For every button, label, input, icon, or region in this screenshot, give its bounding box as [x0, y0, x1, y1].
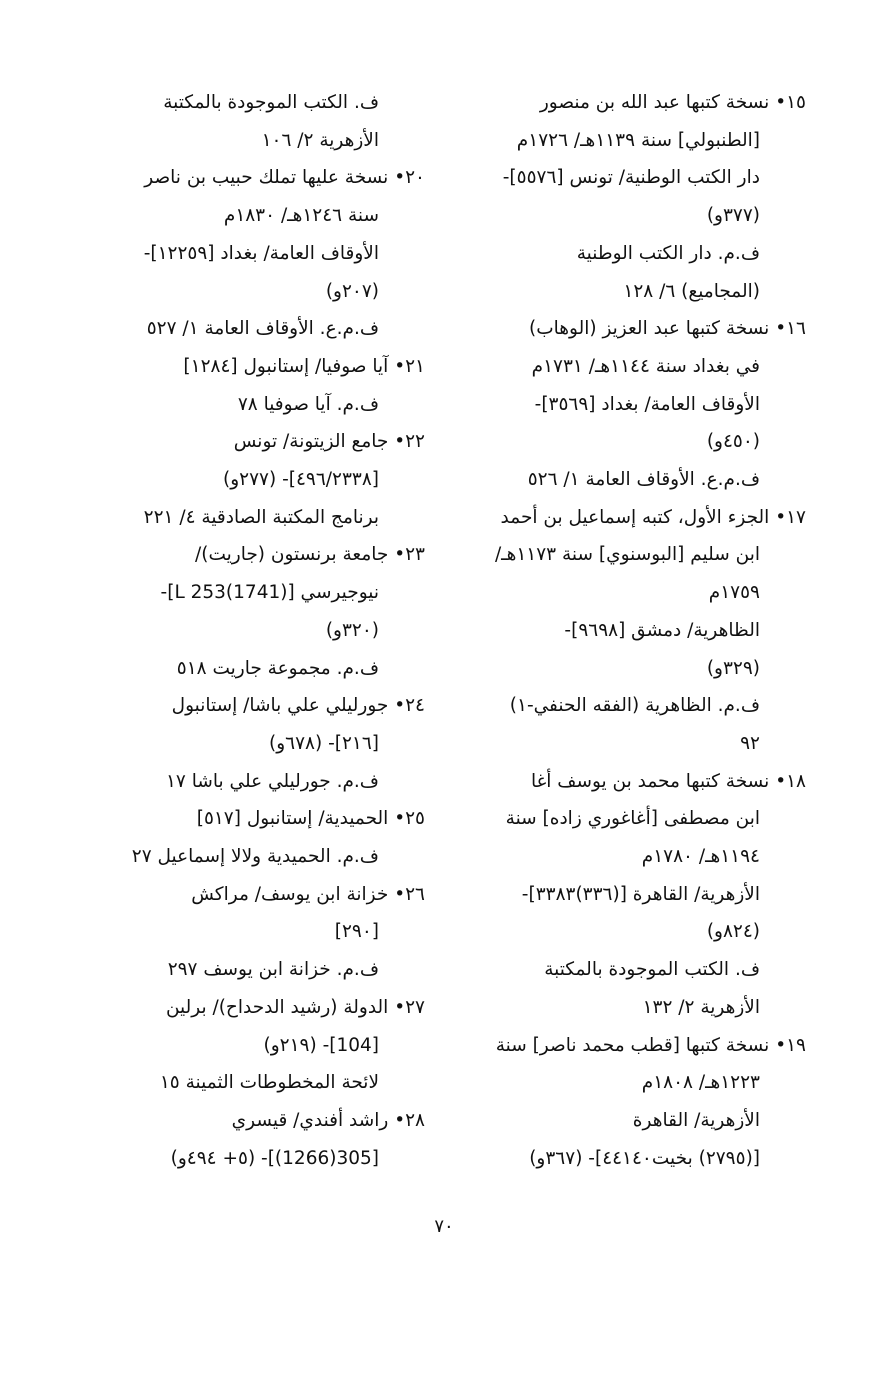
entry-24	[80, 687, 425, 800]
entry-line: الأوقاف العامة/ بغداد [٣٥٦٩]-	[534, 393, 760, 415]
entry-line: ١١٩٤هـ/ ١٧٨٠م	[641, 846, 760, 868]
entry-line: دار الكتب الوطنية/ تونس [٥٥٧٦]-	[502, 167, 760, 189]
entry-line: ١٧٥٩م	[708, 582, 760, 604]
entry-19-continued	[80, 84, 425, 159]
entry-line: ابن مصطفى [أغاغوري زاده] سنة	[505, 808, 760, 830]
entry-line: [٢١٦]- (٦٧٨و)	[269, 732, 379, 754]
entry-line: [٢٩٠]	[334, 921, 379, 943]
entry-15	[461, 84, 806, 310]
entry-line: ٢٥• الحميدية/ إستانبول [٥١٧]	[196, 808, 425, 830]
entry-line: ف.م. آيا صوفيا ٧٨	[237, 393, 379, 415]
entry-line: ١٢٢٣هـ/ ١٨٠٨م	[641, 1072, 760, 1094]
entry-21	[80, 348, 425, 423]
entry-line: [الطنبولي] سنة ١١٣٩هـ/ ١٧٢٦م	[516, 129, 760, 151]
entry-line: ٩٢	[740, 732, 760, 754]
entry-line: ٢٧• الدولة (رشيد الدحداح)/ برلين	[165, 996, 425, 1018]
entry-line: ١٥• نسخة كتبها عبد الله بن منصور	[539, 92, 806, 113]
entry-line: (٢٠٧و)	[325, 280, 379, 302]
entry-22	[80, 423, 425, 536]
left-column	[80, 84, 425, 1177]
entry-line: الأوقاف العامة/ بغداد [١٢٢٥٩]-	[143, 242, 379, 264]
entry-line: لائحة المخطوطات الثمينة ١٥	[159, 1072, 379, 1094]
entry-line: (٣٢٩و)	[706, 657, 760, 679]
entry-17	[461, 499, 806, 763]
entry-16	[461, 310, 806, 499]
entry-20	[80, 159, 425, 348]
entry-line: الأزهرية ٢/ ١٠٦	[261, 129, 379, 151]
entry-19	[461, 1027, 806, 1178]
entry-line: ف.م. دار الكتب الوطنية	[576, 242, 760, 264]
entry-line: ٢١• آيا صوفيا/ إستانبول [١٢٨٤]	[183, 355, 425, 377]
right-column	[461, 84, 806, 1177]
entry-line: [305(1266)]- (٥+ ٤٩٤و)	[170, 1147, 379, 1169]
entry-line: ١٦• نسخة كتبها عبد العزيز (الوهاب)	[528, 318, 806, 340]
entry-line: الأزهرية ٢/ ١٣٢	[642, 996, 760, 1018]
entry-line: ٢٨• راشد أفندي/ قيسري	[231, 1109, 425, 1131]
entry-27	[80, 989, 425, 1102]
entry-line: ف.م. مجموعة جاريت ٥١٨	[176, 657, 379, 679]
entry-26	[80, 876, 425, 989]
entry-25	[80, 800, 425, 875]
entry-line: ١٨• نسخة كتبها محمد بن يوسف أغا	[530, 770, 806, 792]
entry-line: الأزهرية/ القاهرة [(٣٣٦)٣٣٨٣]-	[521, 883, 760, 905]
entry-line: ف.م.ع. الأوقاف العامة ١/ ٥٢٧	[146, 318, 379, 340]
entry-line: سنة ١٢٤٦هـ/ ١٨٣٠م	[223, 205, 379, 227]
entry-line: ٢٤• جورليلي علي باشا/ إستانبول	[171, 695, 425, 717]
entry-line: ١٩• نسخة كتبها [قطب محمد ناصر] سنة	[495, 1034, 806, 1056]
entry-18	[461, 763, 806, 1027]
entry-line: ٢٢• جامع الزيتونة/ تونس	[233, 431, 425, 453]
entry-line: ف.م.ع. الأوقاف العامة ١/ ٥٢٦	[527, 469, 760, 491]
entry-line: (٨٢٤و)	[706, 921, 760, 943]
entry-line: ابن سليم [البوسنوي] سنة ١١٧٣هـ/	[494, 544, 760, 566]
entry-line: ف.م. جورليلي علي باشا ١٧	[166, 770, 379, 792]
entry-line: ٢٦• خزانة ابن يوسف/ مراكش	[191, 883, 425, 905]
entry-line: [104]- (٢١٩و)	[263, 1034, 379, 1056]
entry-28	[80, 1102, 425, 1177]
entry-line: ١٧• الجزء الأول، كتبه إسماعيل بن أحمد	[500, 506, 806, 528]
entry-line: ف.م. خزانة ابن يوسف ٢٩٧	[167, 959, 379, 981]
entry-line: ٢٣• جامعة برنستون (جاريت)/	[195, 544, 425, 566]
entry-line: (٣٢٠و)	[325, 619, 379, 641]
entry-line: الظاهرية/ دمشق [٩٦٩٨]-	[564, 619, 760, 641]
entry-line: (٤٥٠و)	[706, 431, 760, 453]
entry-line: برنامج المكتبة الصادقية ٤/ ٢٢١	[143, 506, 379, 528]
entry-line: ف. الكتب الموجودة بالمكتبة	[544, 959, 760, 981]
entry-23	[80, 536, 425, 687]
entry-line: ف.م. الحميدية ولالا إسماعيل ٢٧	[131, 846, 379, 868]
entry-line: ٢٠• نسخة عليها تملك حبيب بن ناصر	[144, 167, 425, 189]
entry-line: (٣٧٧و)	[706, 205, 760, 227]
entry-line: (المجاميع) ٦/ ١٢٨	[623, 280, 760, 302]
entry-line: نيوجيرسي [L 253(1741)]-	[160, 582, 379, 604]
entry-line: ف.م. الظاهرية (الفقه الحنفي-١)	[509, 695, 760, 717]
entry-line: الأزهرية/ القاهرة	[632, 1109, 760, 1131]
entry-line: [٤٩٦/٢٣٣٨]- (٢٧٧و)	[223, 469, 379, 491]
entry-line: في بغداد سنة ١١٤٤هـ/ ١٧٣١م	[531, 355, 760, 377]
entry-line: [(٢٧٩٥) بخيت٤٤١٤٠]- (٣٦٧و)	[529, 1147, 760, 1169]
entry-line: ف. الكتب الموجودة بالمكتبة	[163, 92, 379, 113]
page-number: ٧٠	[434, 1216, 454, 1237]
